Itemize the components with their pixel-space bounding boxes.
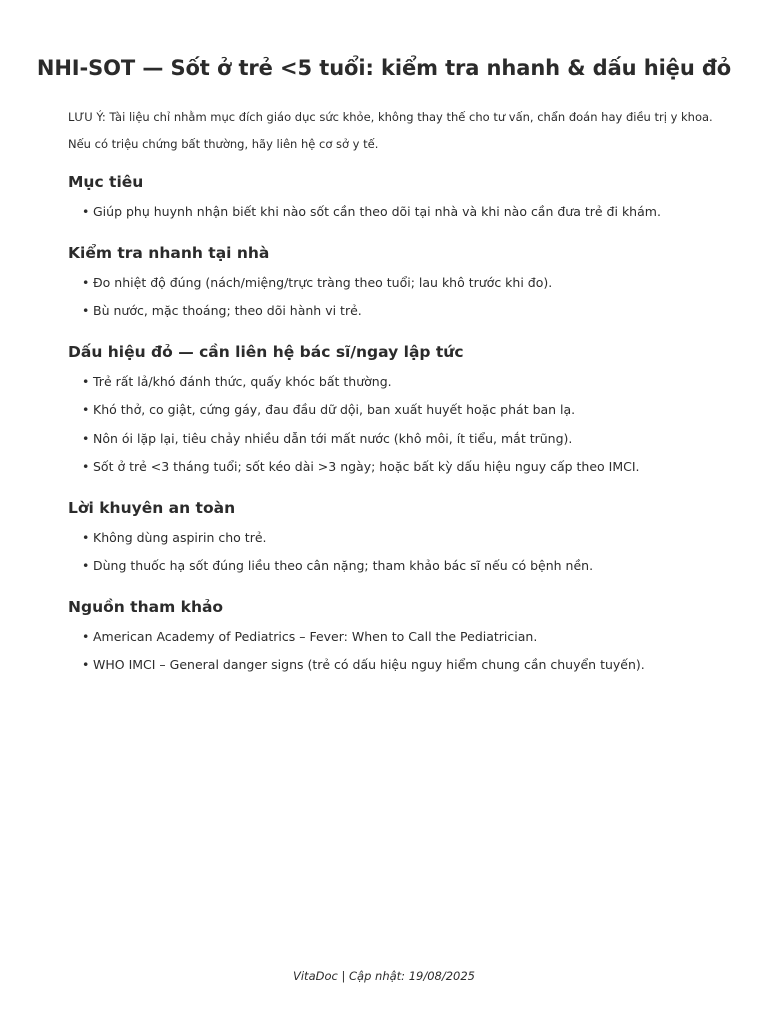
section-references	[68, 595, 728, 680]
list-item: • Sốt ở trẻ <3 tháng tuổi; sốt kéo dài >3 ngày; hoặc bất kỳ dấu hiệu nguy cấp theo IMCI.	[82, 453, 728, 482]
list-item: • Giúp phụ huynh nhận biết khi nào sốt cần theo dõi tại nhà và khi nào cần đưa trẻ đi khám.	[82, 198, 728, 227]
list-item: • Trẻ rất lả/khó đánh thức, quấy khóc bất thường.	[82, 368, 728, 397]
section-heading: Dấu hiệu đỏ — cần liên hệ bác sĩ/ngay lập tức	[68, 342, 464, 361]
list-item: • Bù nước, mặc thoáng; theo dõi hành vi trẻ.	[82, 297, 728, 326]
section-safety-advice	[68, 496, 728, 581]
page-footer: VitaDoc | Cập nhật: 19/08/2025	[293, 969, 475, 983]
section-heading: Nguồn tham khảo	[68, 597, 224, 616]
section-objective	[68, 170, 728, 227]
section-heading: Kiểm tra nhanh tại nhà	[68, 243, 270, 262]
bullet-list	[68, 198, 728, 227]
list-item: • Dùng thuốc hạ sốt đúng liều theo cân nặng; tham khảo bác sĩ nếu có bệnh nền.	[82, 552, 728, 581]
list-item: • WHO IMCI – General danger signs (trẻ có dấu hiệu nguy hiểm chung cần chuyển tuyến).	[82, 651, 728, 680]
bullet-list	[68, 368, 728, 482]
section-red-flags	[68, 340, 728, 482]
disclaimer-text: LƯU Ý: Tài liệu chỉ nhằm mục đích giáo dục sức khỏe, không thay thế cho tư vấn, chẩn đoán hay điều trị y khoa. Nếu có triệu chứng bất thường, hãy liên hệ cơ sở y tế.	[68, 110, 713, 151]
page-title: NHI-SOT — Sốt ở trẻ <5 tuổi: kiểm tra nhanh & dấu hiệu đỏ	[36, 56, 732, 80]
list-item: • Khó thở, co giật, cứng gáy, đau đầu dữ dội, ban xuất huyết hoặc phát ban lạ.	[82, 396, 728, 425]
bullet-list	[68, 524, 728, 581]
list-item: • American Academy of Pediatrics – Fever: When to Call the Pediatrician.	[82, 623, 728, 652]
list-item: • Nôn ói lặp lại, tiêu chảy nhiều dẫn tới mất nước (khô môi, ít tiểu, mắt trũng).	[82, 425, 728, 454]
document-body	[68, 104, 728, 694]
section-heading: Lời khuyên an toàn	[68, 498, 236, 517]
bullet-list	[68, 269, 728, 326]
section-heading: Mục tiêu	[68, 173, 144, 191]
list-item: • Không dùng aspirin cho trẻ.	[82, 524, 728, 553]
section-quick-check	[68, 241, 728, 326]
list-item: • Đo nhiệt độ đúng (nách/miệng/trực tràng theo tuổi; lau khô trước khi đo).	[82, 269, 728, 298]
bullet-list	[68, 623, 728, 680]
